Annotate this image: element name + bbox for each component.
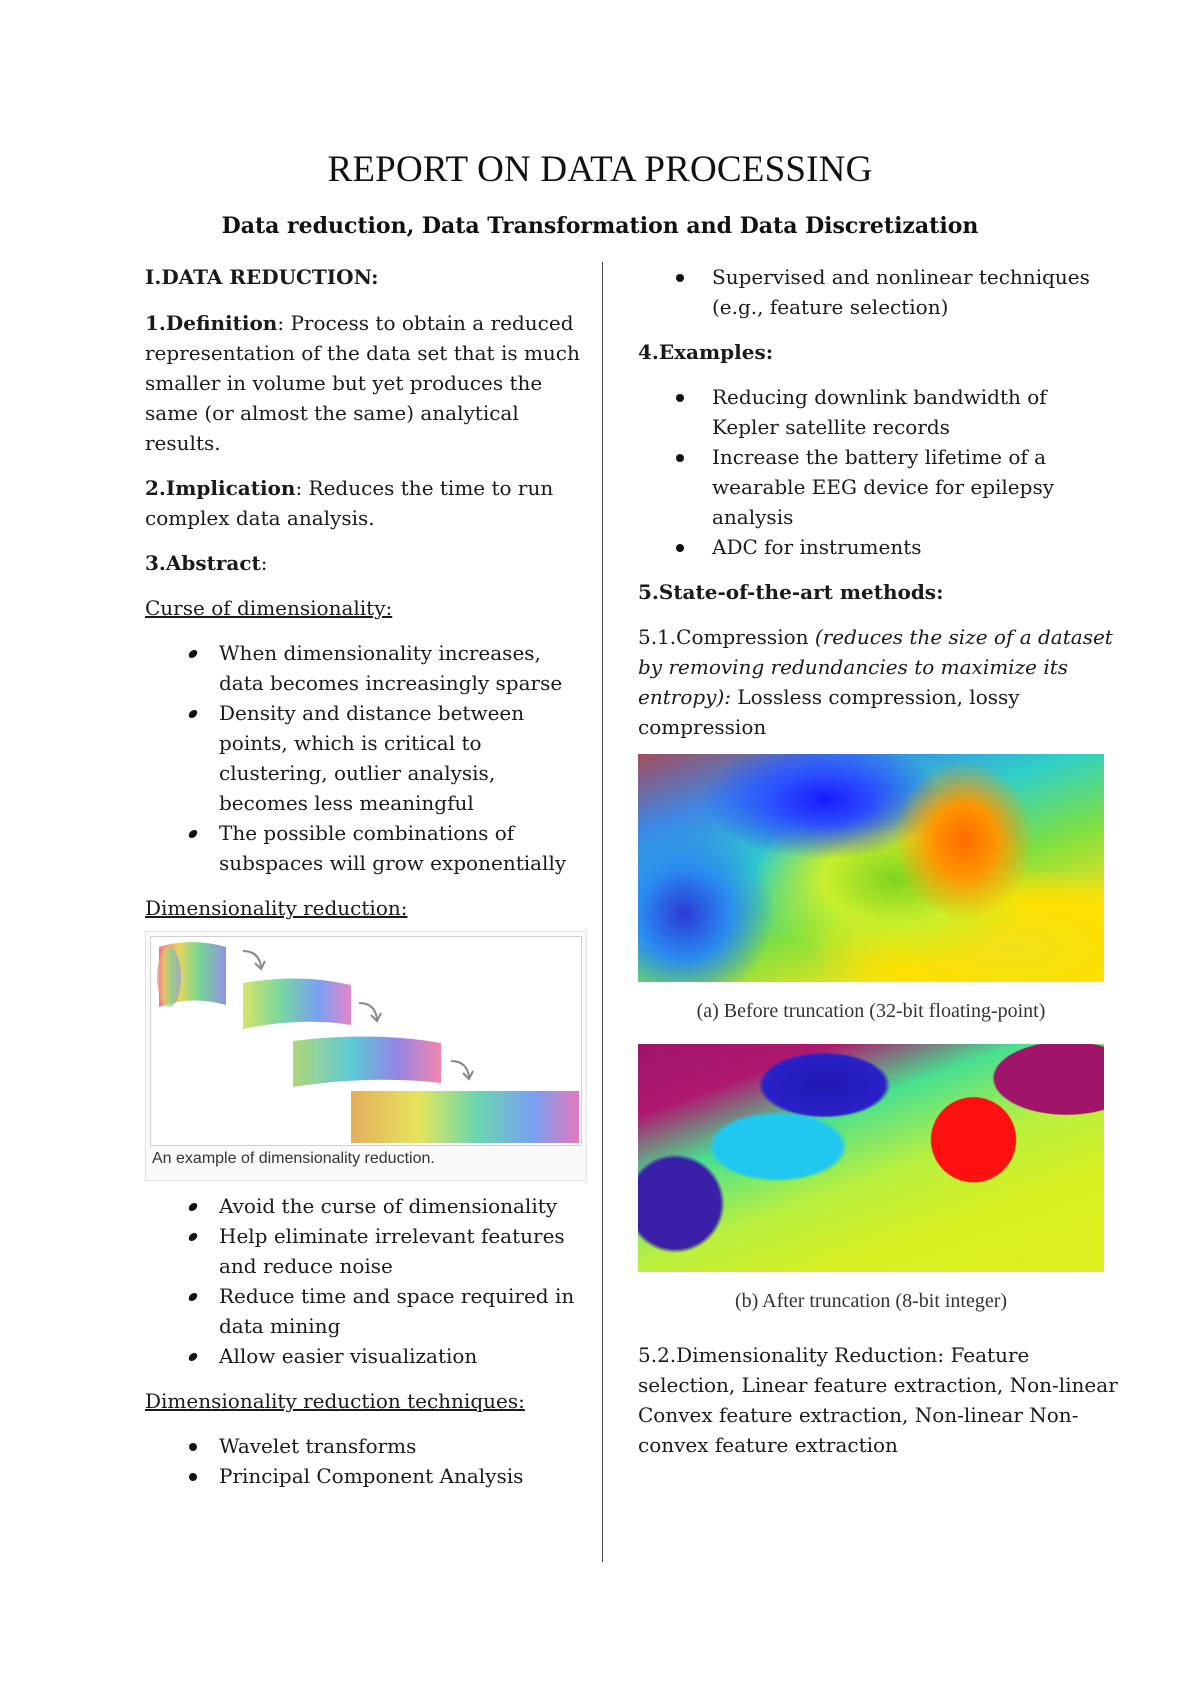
definition-text: : Process to obtain a reduced representation of the data set that is much smaller in volume but yet produces the same (or almost the same) analytical results. (145, 311, 580, 455)
list-item: Reducing downlink bandwidth of Kepler satellite records (638, 382, 1118, 442)
compression-prefix: 5.1.Compression (638, 625, 815, 649)
list-item: Reduce time and space required in data mining (145, 1281, 585, 1341)
benefit-list (145, 1191, 585, 1371)
dimred-heading: Dimensionality reduction: (145, 896, 408, 920)
abstract-colon: : (260, 551, 268, 575)
techniques-heading: Dimensionality reduction techniques: (145, 1389, 525, 1413)
bullet-icon (188, 1353, 199, 1361)
bullet-icon (189, 1473, 197, 1481)
list-item: Principal Component Analysis (145, 1461, 585, 1491)
column-divider (602, 262, 603, 1562)
techniques-list (145, 1431, 585, 1491)
bullet-icon (676, 544, 684, 552)
bullet-icon (676, 274, 684, 282)
list-item: Increase the battery lifetime of a wearable EEG device for epilepsy analysis (638, 442, 1118, 532)
definition-label: 1.Definition (145, 311, 278, 335)
examples-list (638, 382, 1118, 562)
curse-list (145, 638, 585, 878)
figure-caption: (b) After truncation (8-bit integer) (734, 1290, 1008, 1312)
arrow-icon (243, 951, 261, 967)
compression-paragraph (638, 622, 1118, 742)
figure-canvas (150, 936, 582, 1146)
bullet-icon (189, 1443, 197, 1451)
arrow-icon (451, 1061, 469, 1077)
figure-before-truncation (638, 754, 1104, 1026)
bullet-icon (188, 1233, 199, 1241)
list-item: Avoid the curse of dimensionality (145, 1191, 585, 1221)
arrow-icon (359, 1003, 377, 1019)
bullet-icon (676, 394, 684, 402)
dimensionality-reduction-figure (145, 931, 587, 1181)
figure-caption: An example of dimensionality reduction. (152, 1150, 435, 1167)
bullet-icon (188, 830, 199, 838)
section-heading: I.DATA REDUCTION: (145, 265, 379, 289)
implication-paragraph (145, 473, 585, 533)
list-item: Density and distance between points, which is critical to clustering, outlier analysis, becomes less meaningful (145, 698, 585, 818)
bullet-icon (188, 1293, 199, 1301)
list-item: Allow easier visualization (145, 1341, 585, 1371)
methods-heading: 5.State-of-the-art methods: (638, 580, 944, 604)
figure-after-truncation (638, 1044, 1104, 1316)
techniques-list-continued (638, 262, 1118, 322)
list-item: Wavelet transforms (145, 1431, 585, 1461)
page-subtitle: Data reduction, Data Transformation and Data Discretization (221, 213, 979, 239)
implication-label: 2.Implication (145, 476, 296, 500)
swiss-roll-shape (157, 942, 226, 1007)
dimred-paragraph: 5.2.Dimensionality Reduction: Feature selection, Linear feature extraction, Non-linear Convex feature extraction, Non-linear Non-convex feature extraction (638, 1343, 1118, 1457)
manifold-illustration (151, 937, 581, 1145)
bullet-icon (676, 454, 684, 462)
compression-italic: (reduces the size of a dataset by removing redundancies to maximize its entropy): (638, 625, 1113, 709)
list-item: The possible combinations of subspaces will grow exponentially (145, 818, 585, 878)
figure-caption: (a) Before truncation (32-bit floating-point) (696, 1000, 1046, 1022)
implication-text: : Reduces the time to run complex data analysis. (145, 476, 554, 530)
list-item: ADC for instruments (638, 532, 1118, 562)
list-item: When dimensionality increases, data becomes increasingly sparse (145, 638, 585, 698)
page-title: REPORT ON DATA PROCESSING (327, 149, 873, 190)
compression-suffix: Lossless compression, lossy compression (638, 685, 1020, 739)
abstract-paragraph (145, 548, 585, 578)
partially-unrolled-shape (293, 1036, 441, 1087)
definition-paragraph (145, 308, 585, 458)
bullet-icon (188, 650, 199, 658)
bullet-icon (188, 1203, 199, 1211)
abstract-label: 3.Abstract (145, 551, 261, 575)
list-item: Supervised and nonlinear techniques (e.g., feature selection) (638, 262, 1118, 322)
terrain-heatmap-image (638, 1044, 1104, 1272)
flat-embedding-shape (351, 1091, 579, 1143)
unrolling-shape (243, 978, 351, 1029)
bullet-icon (188, 710, 199, 718)
curse-heading: Curse of dimensionality: (145, 596, 393, 620)
examples-heading: 4.Examples: (638, 340, 774, 364)
right-column (638, 262, 1118, 1460)
list-item: Help eliminate irrelevant features and reduce noise (145, 1221, 585, 1281)
terrain-heatmap-image (638, 754, 1104, 982)
left-column (145, 262, 585, 1491)
